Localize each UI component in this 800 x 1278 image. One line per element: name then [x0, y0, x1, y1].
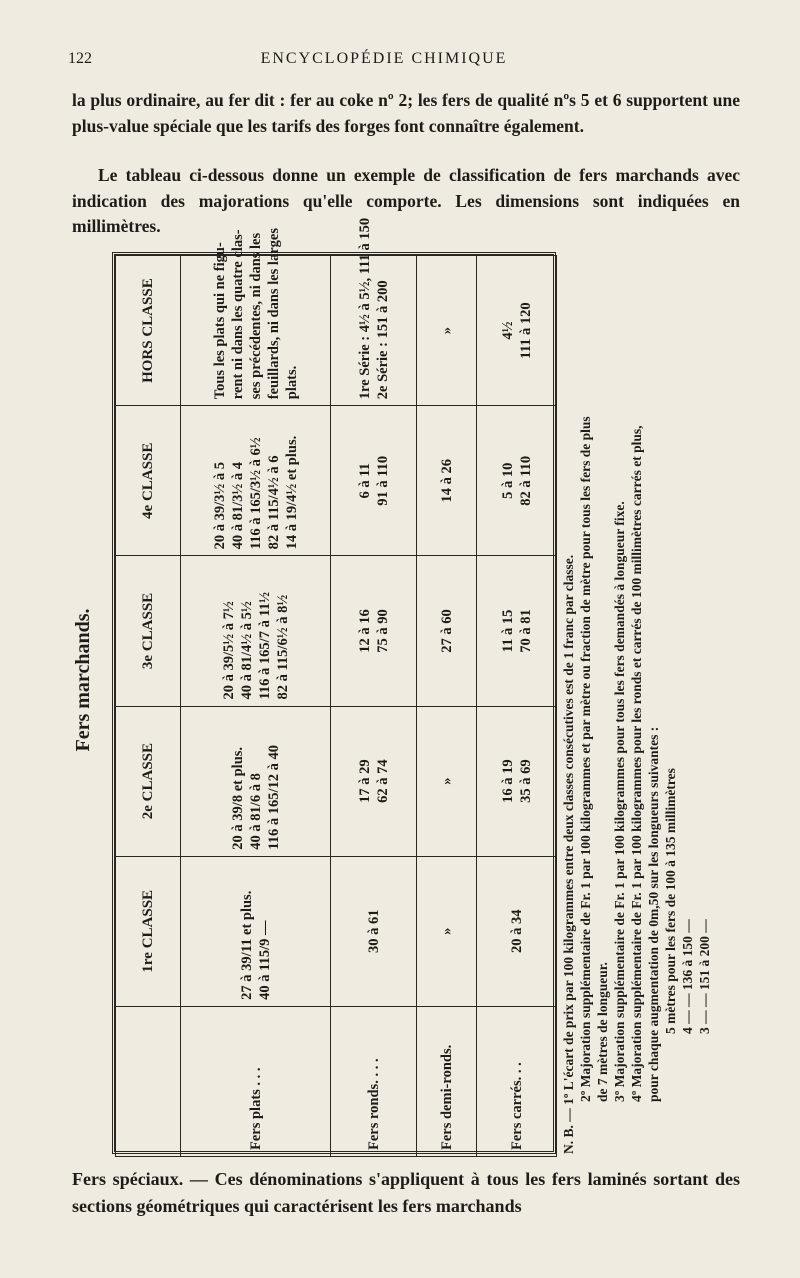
running-title: ENCYCLOPÉDIE CHIMIQUE — [260, 50, 508, 67]
header-class-1: 1re CLASSE — [116, 856, 181, 1006]
table-row — [477, 256, 557, 1157]
cell-c4: 6 à 11 91 à 110 — [331, 406, 417, 556]
table-row — [181, 256, 331, 1157]
table-header-row — [116, 256, 181, 1157]
table-row — [331, 256, 417, 1157]
note-2: 2º Majoration supplémentaire de Fr. 1 par 100 kilogrammes et par mètre ou fraction de mètre pour tous les fers de plus — [578, 416, 593, 1102]
note-4-cont: pour chaque augmentation de 0m,50 sur les longueurs suivantes : — [646, 726, 661, 1102]
table-notes-rotated — [560, 252, 740, 1154]
cell-c2: 16 à 19 35 à 69 — [477, 706, 557, 856]
header-class-3: 3e CLASSE — [116, 556, 181, 706]
cell-c1: 30 à 61 — [331, 856, 417, 1006]
header-class-2: 2e CLASSE — [116, 706, 181, 856]
table-title-block — [58, 600, 118, 760]
length-line-a: 5 mètres pour les fers de 100 à 135 millimètres — [663, 768, 678, 1034]
page-header — [68, 50, 730, 74]
table-notes-block — [560, 252, 740, 1154]
table-title: Fers marchands. — [72, 608, 94, 752]
section-lead: Fers spéciaux. — — [72, 1169, 208, 1189]
note-3: 3º Majoration supplémentaire de Fr. 1 par 100 kilogrammes pour tous les fers demandés à longueur fixe. — [612, 501, 627, 1102]
cell-c5: » — [417, 256, 477, 406]
paragraph-1: la plus ordinaire, au fer dit : fer au coke nº 2; les fers de qualité nºs 5 et 6 supportent une plus-value spéciale que les tarifs des forges font connaître également. — [72, 90, 740, 136]
paragraph-3 — [72, 1166, 740, 1220]
cell-c4: 20 à 39/3½ à 5 40 à 81/3½ à 4 116 à 165/3½ à 6½ 82 à 115/4½ à 6 14 à 19/4½ et plus. — [181, 406, 331, 556]
cell-c2: » — [417, 706, 477, 856]
cell-c5: 1re Série : 4½ à 5½, 111 à 150 2e Série : 151 à 200 — [331, 256, 417, 406]
note-4: 4º Majoration supplémentaire de Fr. 1 par 100 kilogrammes pour les ronds et carrés de 100 millimètres carrés et plus, — [629, 425, 644, 1102]
classification-table-rotated — [115, 217, 559, 1157]
row-label: Fers demi-ronds. — [417, 1006, 477, 1156]
cell-c1: 20 à 34 — [477, 856, 557, 1006]
length-line-c: 3 — — 151 à 200 — — [697, 919, 712, 1034]
table-row — [417, 256, 477, 1157]
header-hors-classe: HORS CLASSE — [116, 256, 181, 406]
row-label: Fers ronds. . . . — [331, 1006, 417, 1156]
cell-c5: 4½ 111 à 120 — [477, 256, 557, 406]
classification-table — [115, 217, 557, 1157]
cell-c3: 27 à 60 — [417, 556, 477, 706]
cell-c5: Tous les plats qui ne figu- rent ni dans les quatre clas- ses précédentes, ni dans les feuillards, ni dans les larges plats. — [181, 256, 331, 406]
cell-c2: 17 à 29 62 à 74 — [331, 706, 417, 856]
cell-c3: 11 à 15 70 à 81 — [477, 556, 557, 706]
header-class-4: 4e CLASSE — [116, 406, 181, 556]
paragraph-2: Le tableau ci-dessous donne un exemple de classification de fers marchands avec indication des majorations qu'elle comporte. Les dimensions sont indiquées en millimètres. — [72, 165, 740, 236]
row-label: Fers plats . . . — [181, 1006, 331, 1156]
cell-c3: 20 à 39/5½ à 7½ 40 à 81/4½ à 5½ 116 à 165/7 à 11½ 82 à 115/6½ à 8½ — [181, 556, 331, 706]
header-empty — [116, 1006, 181, 1156]
cell-c1: » — [417, 856, 477, 1006]
cell-c3: 12 à 16 75 à 90 — [331, 556, 417, 706]
length-line-b: 4 — — 136 à 150 — — [680, 919, 695, 1034]
cell-c1: 27 à 39/11 et plus. 40 à 115/9 — — [181, 856, 331, 1006]
classification-table-frame — [112, 217, 556, 1154]
paragraph-3-text: Ces dénominations s'appliquent à tous les fers laminés sortant des sections géométriques qui caractérisent les fers marchands — [72, 1169, 741, 1216]
note-2-cont: de 7 mètres de longueur. — [595, 962, 610, 1102]
cell-c2: 20 à 39/8 et plus. 40 à 81/6 à 8 116 à 165/12 à 40 — [181, 706, 331, 856]
cell-c4: 5 à 10 82 à 110 — [477, 406, 557, 556]
cell-c4: 14 à 26 — [417, 406, 477, 556]
page-number: 122 — [68, 50, 92, 67]
row-label: Fers carrés. . . — [477, 1006, 557, 1156]
note-1: N. B. — 1º L'écart de prix par 100 kilogrammes entre deux classes consécutives est de 1 franc par classe. — [561, 554, 576, 1154]
